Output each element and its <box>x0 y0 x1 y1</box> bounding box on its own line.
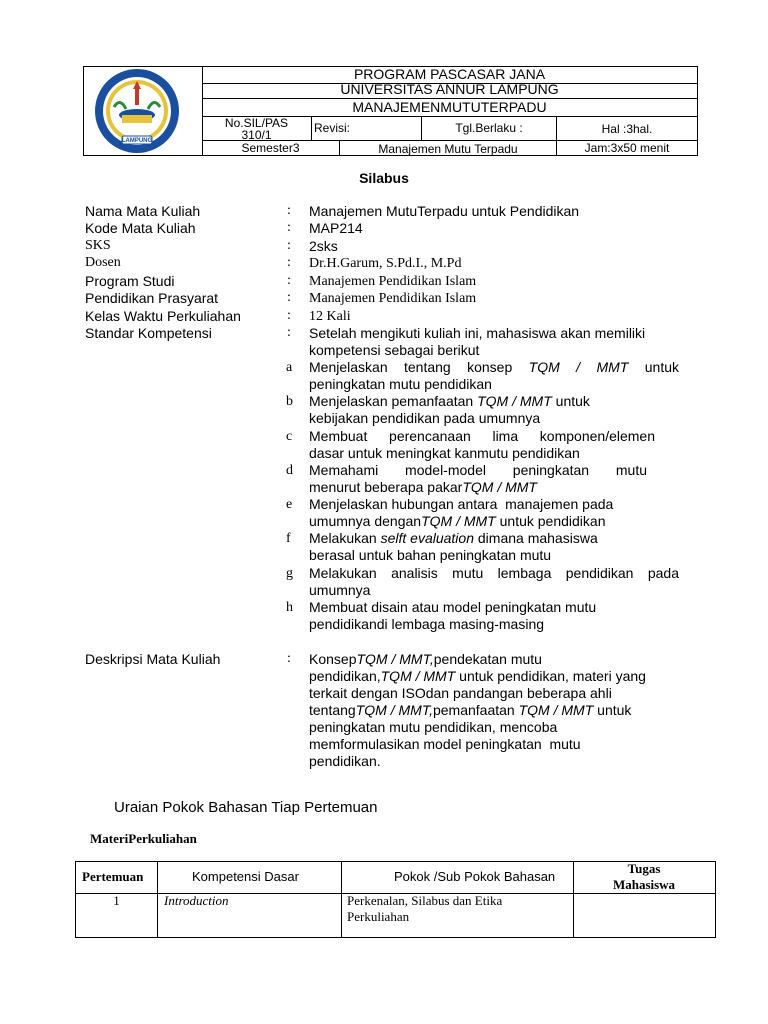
header-pertemuan: Pertemuan <box>82 869 144 884</box>
value-kelas-waktu: 12 Kali <box>309 309 351 324</box>
colon: : <box>287 203 291 218</box>
item-letter-c: c <box>286 429 293 444</box>
item-g: Melakukan analisis mutu lembaga pendidikan pada umumnya <box>309 565 679 598</box>
colon: : <box>287 238 291 253</box>
no-sil-cell <box>202 117 312 140</box>
label-dosen: Dosen <box>85 255 121 270</box>
value-dosen: Dr.H.Garum, S.Pd.I., M.Pd <box>309 256 462 271</box>
uraian-heading: Uraian Pokok Bahasan Tiap Pertemuan <box>114 799 378 816</box>
hal-cell: Hal :3hal. <box>601 122 653 136</box>
label-deskripsi: Deskripsi Mata Kuliah <box>85 651 221 667</box>
item-letter-b: b <box>286 394 293 409</box>
row1-pokok: Perkenalan, Silabus dan Etika Perkuliahan <box>347 893 503 924</box>
colon: : <box>287 290 291 305</box>
value-program-studi: Manajemen Pendidikan Islam <box>309 274 477 289</box>
logo-cell <box>84 67 203 155</box>
header-tugas-mahasiswa: Tugas Mahasiswa <box>612 861 676 892</box>
page-title: Silabus <box>359 170 409 186</box>
value-standar-kompetensi <box>309 325 679 359</box>
tgl-berlaku-cell: Tgl.Berlaku : <box>422 117 557 140</box>
colon: : <box>287 325 291 340</box>
standar-line1: Setelah mengikuti kuliah ini, mahasiswa akan memiliki <box>309 325 646 341</box>
item-letter-a: a <box>286 360 293 375</box>
document-header-table <box>83 66 698 156</box>
label-pendidikan-prasyarat: Pendidikan Prasyarat <box>85 290 219 306</box>
header-pokok-bahasan: Pokok /Sub Pokok Bahasan <box>394 869 556 884</box>
row1-kompetensi: Introduction <box>164 893 229 908</box>
item-letter-d: d <box>286 463 293 478</box>
label-standar-kompetensi: Standar Kompetensi <box>85 325 212 341</box>
value-pendidikan-prasyarat: Manajemen Pendidikan Islam <box>309 291 477 306</box>
item-letter-h: h <box>286 600 293 615</box>
header-row-university <box>202 82 697 99</box>
no-sil-line1: No.SIL/PAS <box>224 116 289 130</box>
item-d: Memahami model-model peningkatan mutu menurut beberapa pakarTQM / MMT <box>309 462 647 495</box>
matkul-cell: Manajemen Mutu Terpadu <box>340 141 557 156</box>
label-kelas-waktu: Kelas Waktu Perkuliahan <box>85 308 241 324</box>
header-kompetensi-dasar: Kompetensi Dasar <box>192 869 299 884</box>
course-title: MANAJEMENMUTUTERPADU <box>352 99 547 115</box>
materi-heading: MateriPerkuliahan <box>90 831 197 846</box>
item-f: Melakukan selft evaluation dimana mahasiswa berasal untuk bahan peningkatan mutu <box>309 530 598 563</box>
header-row-course <box>202 99 697 117</box>
item-letter-f: f <box>286 531 291 546</box>
value-kode-mata-kuliah: MAP214 <box>309 220 363 236</box>
label-kode-mata-kuliah: Kode Mata Kuliah <box>85 220 196 236</box>
item-letter-g: g <box>286 566 293 581</box>
colon: : <box>287 651 291 666</box>
standar-line2: kompetensi sebagai berikut <box>309 342 480 358</box>
revisi-cell: Revisi: <box>312 117 422 140</box>
colon: : <box>287 255 291 270</box>
header-row-semester <box>202 141 697 156</box>
no-sil-line2: 310/1 <box>241 128 272 142</box>
label-sks: SKS <box>85 238 111 253</box>
value-sks: 2sks <box>309 238 338 254</box>
row1-pertemuan: 1 <box>113 893 120 908</box>
colon: : <box>287 273 291 288</box>
label-nama-mata-kuliah: Nama Mata Kuliah <box>85 203 201 219</box>
program-title: PROGRAM PASCASAR JANA <box>353 66 546 82</box>
item-a: Menjelaskan tentang konsep TQM / MMT untuk peningkatan mutu pendidikan <box>309 359 680 392</box>
value-deskripsi: KonsepTQM / MMT,pendekatan mutu pendidikan,TQM / MMT untuk pendidikan, materi yang terkait dengan ISOdan pandangan beberapa ahli tentangTQM / MMT,pemanfaatan TQM / MMT untuk peningkatan mutu pendidikan, mencoba memformulasikan model peningkatan mutu pendidikan. <box>309 651 646 769</box>
item-e: Menjelaskan hubungan antara manajemen pada umumnya denganTQM / MMT untuk pendidikan <box>309 496 614 529</box>
item-letter-e: e <box>286 497 293 512</box>
label-program-studi: Program Studi <box>85 273 175 289</box>
colon: : <box>287 308 291 323</box>
semester-cell: Semester3 <box>202 141 340 156</box>
item-b: Menjelaskan pemanfaatan TQM / MMT untuk kebijakan pendidikan pada umumnya <box>309 393 590 426</box>
colon: : <box>287 220 291 235</box>
col-divider <box>341 862 342 937</box>
logo-text-bottom: LAMPUNG <box>121 138 153 144</box>
materi-table <box>75 861 716 938</box>
item-h: Membuat disain atau model peningkatan mutu pendidikandi lembaga masing-masing <box>309 599 597 632</box>
jam-cell: Jam:3x50 menit <box>584 141 670 155</box>
header-row-meta <box>202 117 697 141</box>
value-nama-mata-kuliah: Manajemen MutuTerpadu untuk Pendidikan <box>309 203 580 219</box>
university-title: UNIVERSITAS ANNUR LAMPUNG <box>340 81 559 97</box>
item-c: Membuat perencanaan lima komponen/elemen dasar untuk meningkat kanmutu pendidikan <box>309 428 655 461</box>
col-divider <box>157 862 158 937</box>
